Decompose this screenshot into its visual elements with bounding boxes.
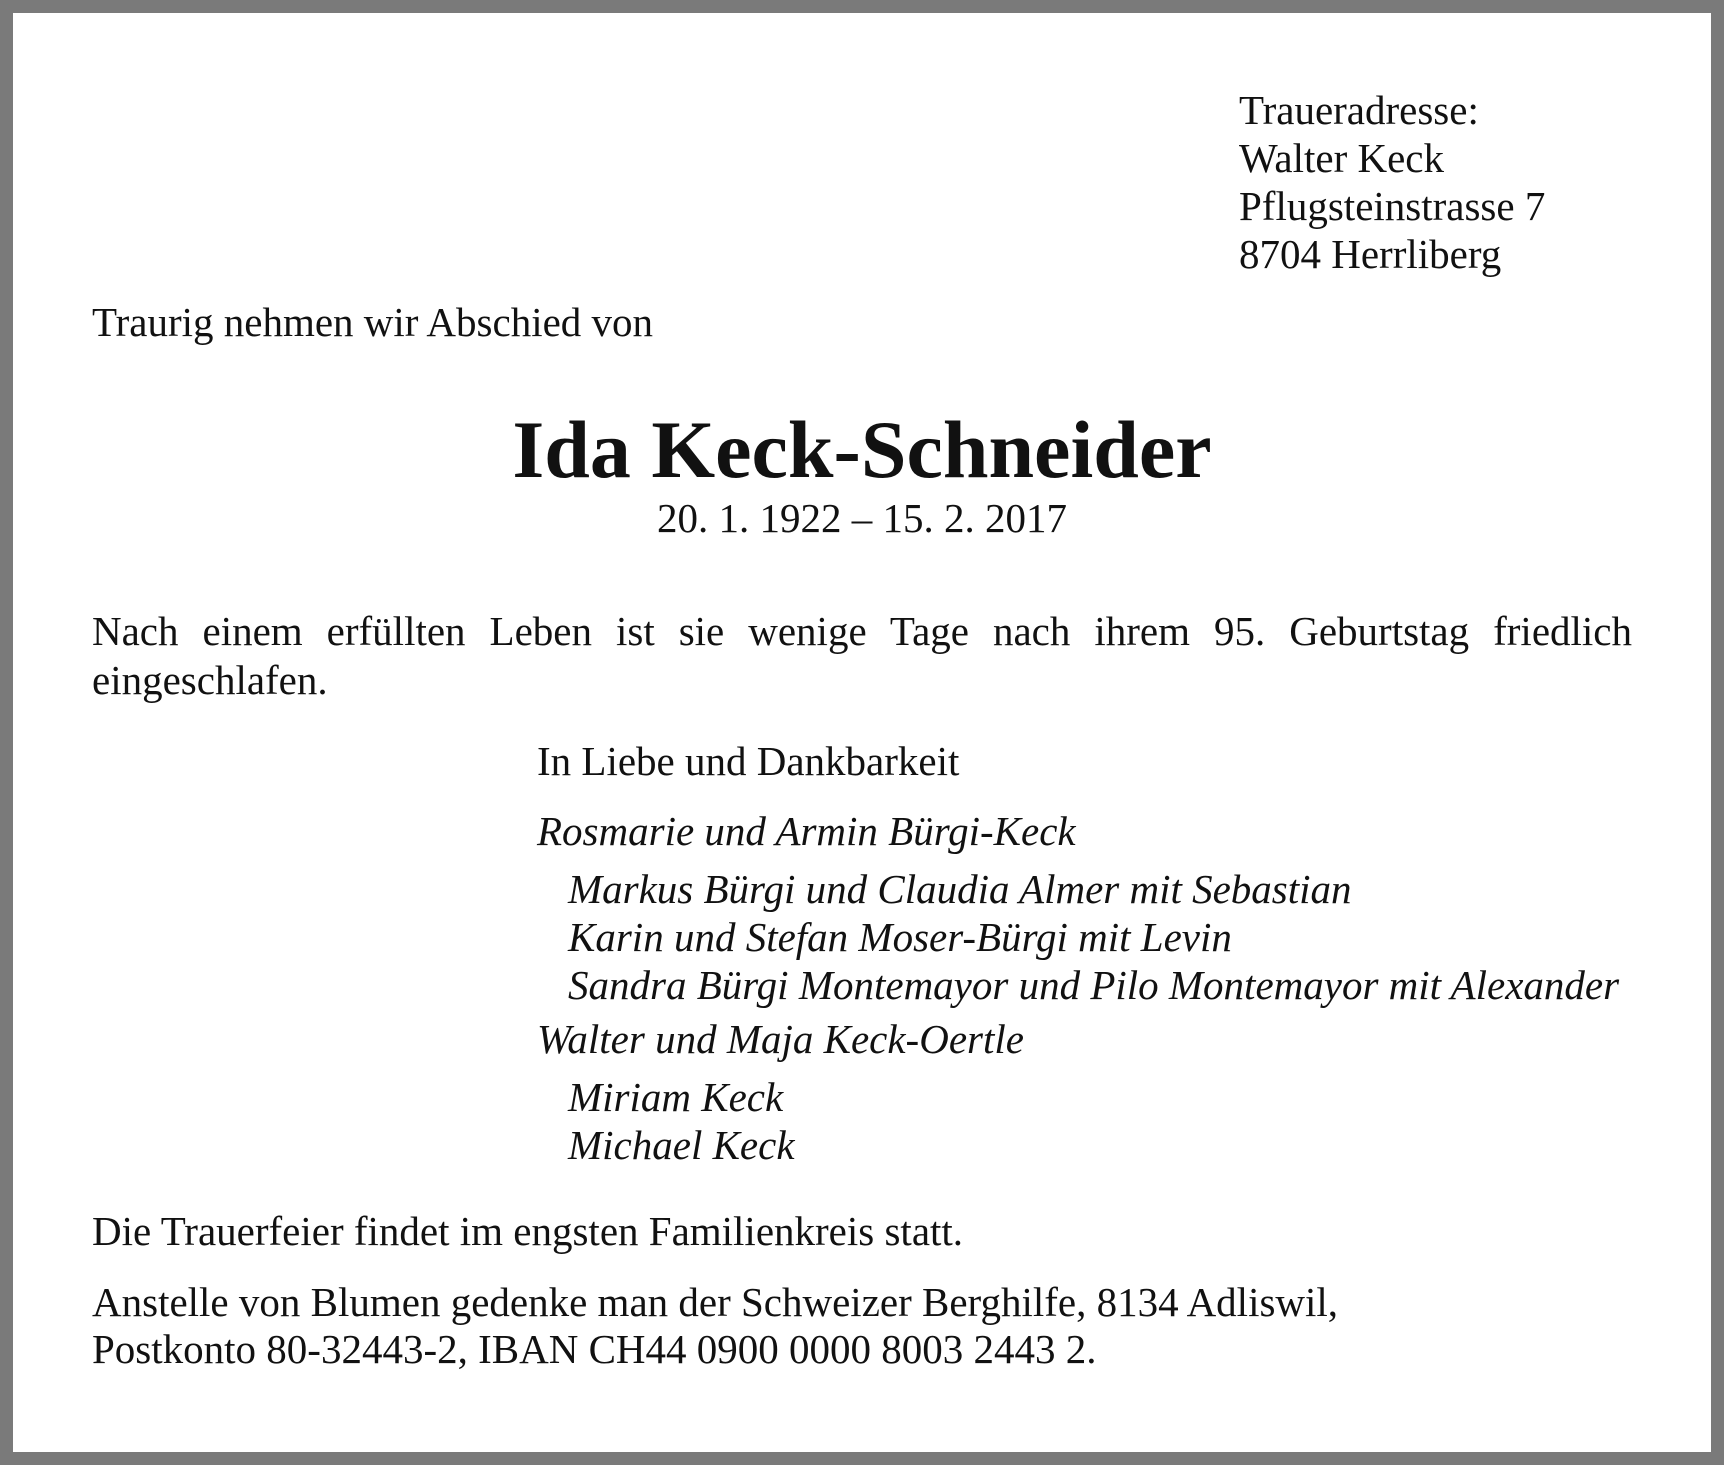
life-dates: 20. 1. 1922 – 15. 2. 2017 xyxy=(657,495,1067,541)
family-head: Rosmarie und Armin Bürgi-Keck xyxy=(537,808,1076,854)
family-member: Sandra Bürgi Montemayor und Pilo Montemayor mit Alexander xyxy=(568,962,1620,1008)
family-member: Miriam Keck xyxy=(568,1074,784,1120)
family-member: Michael Keck xyxy=(568,1122,795,1168)
mourning-address xyxy=(1239,86,1545,278)
family-group xyxy=(537,807,1619,1009)
family-group xyxy=(537,1015,1024,1169)
address-label: Traueradresse: xyxy=(1239,87,1479,133)
family-members xyxy=(537,865,1619,1009)
funeral-notice: Die Trauerfeier findet im engsten Familienkreis statt. xyxy=(92,1208,964,1254)
family-member: Karin und Stefan Moser-Bürgi mit Levin xyxy=(568,914,1232,960)
obituary-page xyxy=(13,13,1711,1452)
donation-line: Anstelle von Blumen gedenke man der Schweizer Berghilfe, 8134 Adliswil, xyxy=(92,1279,1339,1325)
family-member: Markus Bürgi und Claudia Almer mit Sebastian xyxy=(568,866,1352,912)
address-city: 8704 Herrliberg xyxy=(1239,231,1502,277)
intro-text: Traurig nehmen wir Abschied von xyxy=(92,299,654,345)
message-paragraph: Nach einem erfüllten Leben ist sie wenige Tage nach ihrem 95. Geburtstag friedlich eingeschlafen. xyxy=(92,608,1632,703)
address-name: Walter Keck xyxy=(1239,135,1444,181)
address-street: Pflugsteinstrasse 7 xyxy=(1239,183,1546,229)
donation-notice xyxy=(92,1279,1338,1373)
deceased-name: Ida Keck-Schneider xyxy=(512,404,1212,495)
family-members xyxy=(537,1073,1024,1169)
closing-text: In Liebe und Dankbarkeit xyxy=(537,738,960,784)
family-head: Walter und Maja Keck-Oertle xyxy=(537,1016,1024,1062)
donation-line: Postkonto 80-32443-2, IBAN CH44 0900 0000 8003 2443 2. xyxy=(92,1326,1097,1372)
